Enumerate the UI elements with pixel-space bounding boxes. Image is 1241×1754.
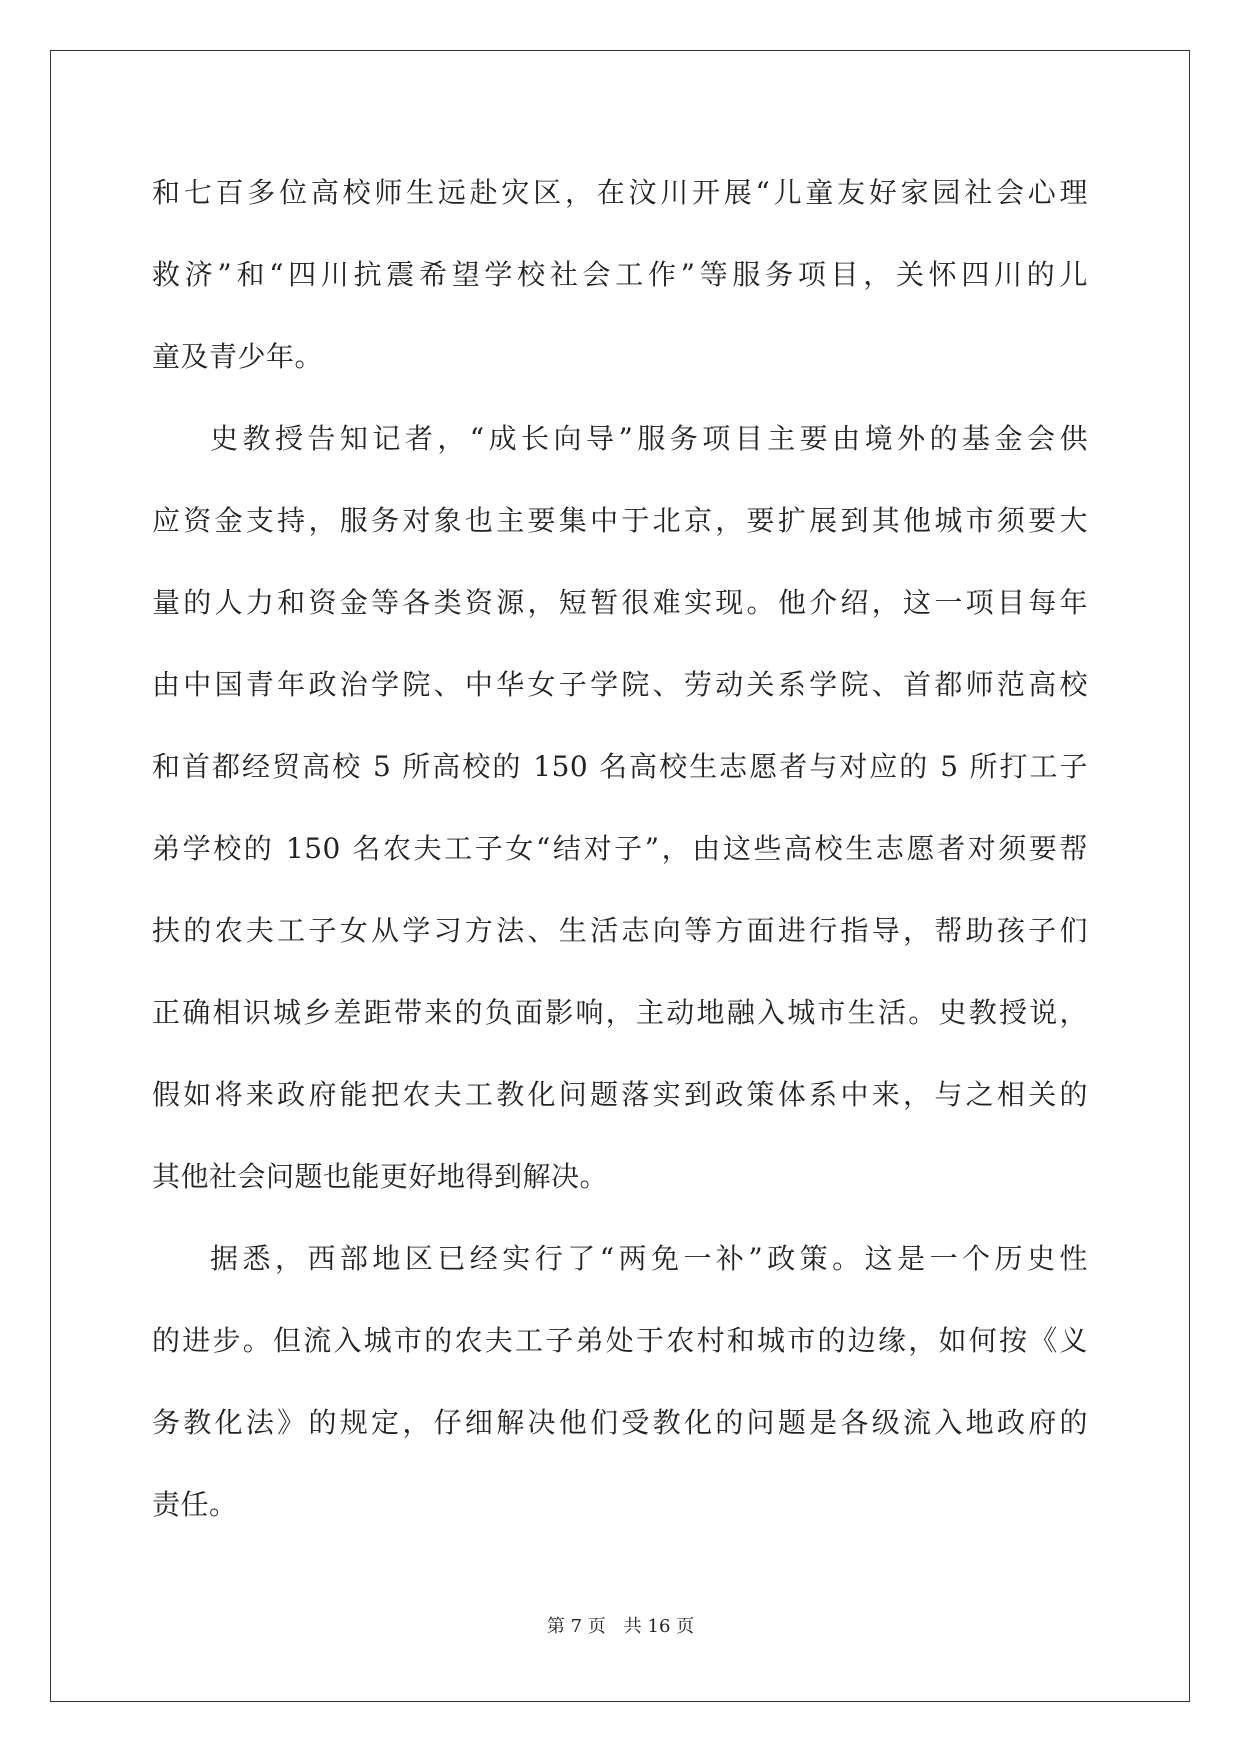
paragraph-line: 和首都经贸高校 5 所高校的 150 名高校生志愿者与对应的 5 所打工子 (152, 750, 1088, 783)
paragraph-3 (152, 1218, 1088, 1546)
paragraph-2 (152, 398, 1088, 1218)
paragraph-line: 扶的农夫工子女从学习方法、生活志向等方面进行指导，帮助孩子们 (152, 914, 1088, 947)
paragraph-line: 和七百多位高校师生远赴灾区，在汶川开展“儿童友好家园社会心理 (152, 176, 1088, 209)
paragraph-line: 量的人力和资金等各类资源，短暂很难实现。他介绍，这一项目每年 (152, 586, 1088, 619)
paragraph-line: 弟学校的 150 名农夫工子女“结对子”，由这些高校生志愿者对须要帮 (152, 832, 1088, 865)
paragraph-line: 据悉，西部地区已经实行了“两免一补”政策。这是一个历史性 (210, 1242, 1088, 1275)
paragraph-line: 应资金支持，服务对象也主要集中于北京，要扩展到其他城市须要大 (152, 504, 1088, 537)
paragraph-line: 正确相识城乡差距带来的负面影响，主动地融入城市生活。史教授说， (152, 996, 1088, 1029)
paragraph-line: 责任。 (152, 1488, 238, 1521)
page-number-footer: 第 7 页 共 16 页 (546, 1616, 695, 1637)
paragraph-line: 其他社会问题也能更好地得到解决。 (152, 1160, 609, 1193)
paragraph-1 (152, 152, 1088, 398)
paragraph-line: 务教化法》的规定，仔细解决他们受教化的问题是各级流入地政府的 (152, 1406, 1088, 1439)
paragraph-line: 的进步。但流入城市的农夫工子弟处于农村和城市的边缘，如何按《义 (152, 1324, 1088, 1357)
paragraph-line: 由中国青年政治学院、中华女子学院、劳动关系学院、首都师范高校 (152, 668, 1088, 701)
paragraph-line: 童及青少年。 (152, 340, 324, 373)
paragraph-line: 救济”和“四川抗震希望学校社会工作”等服务项目，关怀四川的儿 (152, 258, 1088, 291)
document-body (152, 152, 1088, 1546)
paragraph-line: 假如将来政府能把农夫工教化问题落实到政策体系中来，与之相关的 (152, 1078, 1088, 1111)
paragraph-line: 史教授告知记者，“成长向导”服务项目主要由境外的基金会供 (210, 422, 1088, 455)
